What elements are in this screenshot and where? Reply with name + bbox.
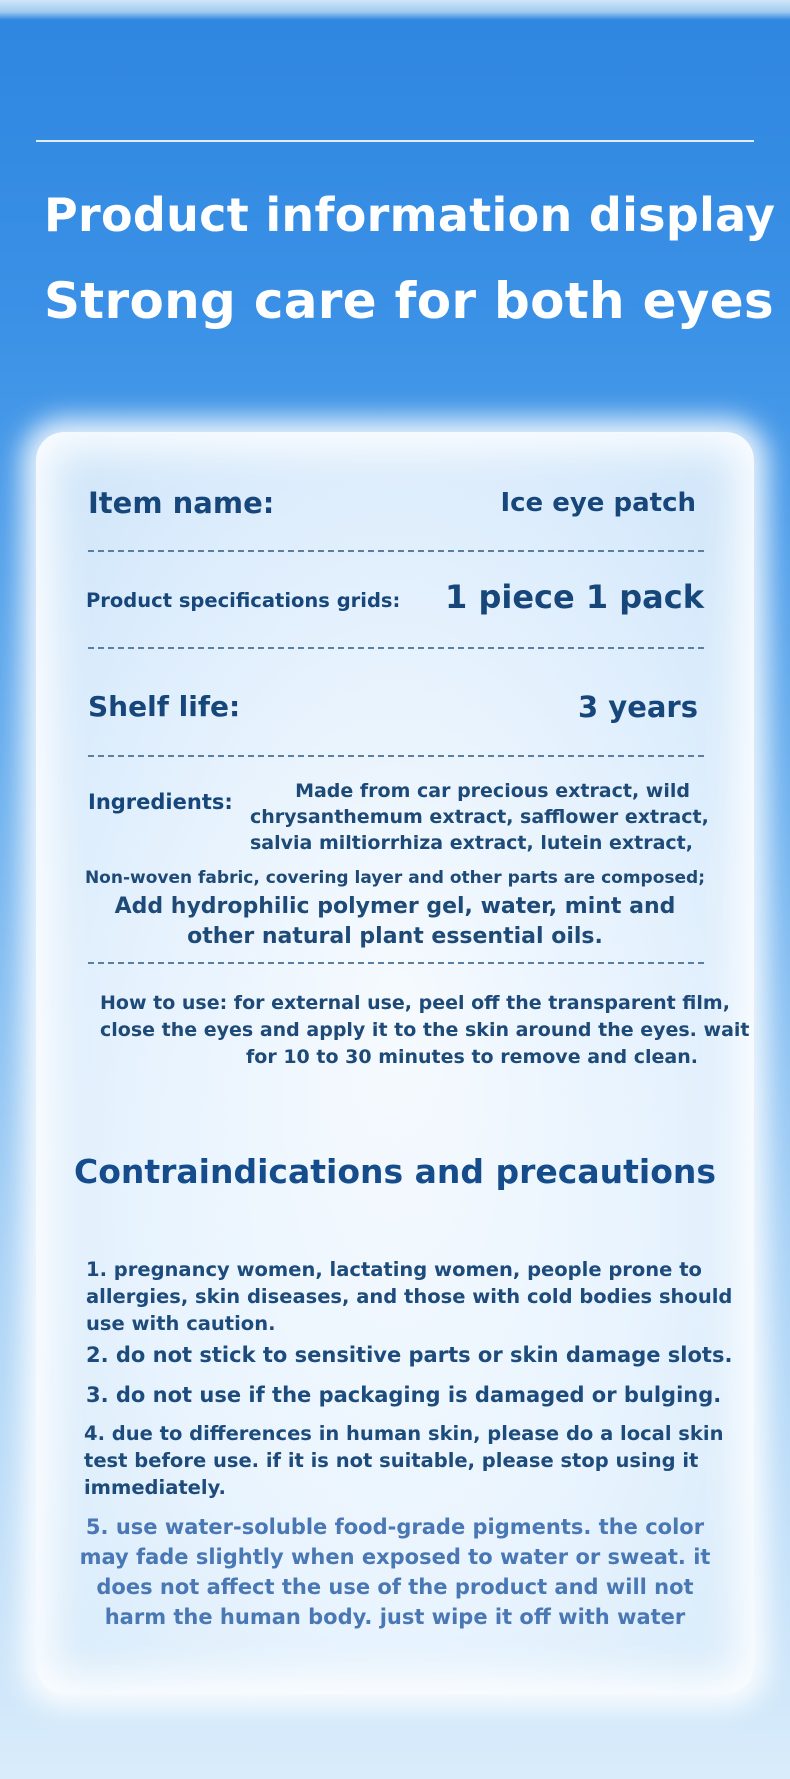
precaution-item-2 (86, 1342, 733, 1369)
precaution-line: 5. use water-soluble food-grade pigments. the color (85, 1515, 705, 1539)
composition-line: Non-woven fabric, covering layer and other parts are composed; (84, 868, 706, 888)
precautions-title: Contraindications and precautions (73, 1152, 717, 1191)
precaution-line: harm the human body. just wipe it off with water (104, 1605, 686, 1629)
page-subtitle: Strong care for both eyes (44, 272, 774, 330)
precaution-item-3 (86, 1382, 722, 1409)
top-divider (36, 140, 754, 142)
item-name-value: Ice eye patch (500, 488, 696, 518)
ingredients-line: salvia miltiorrhiza extract, lutein extract, (250, 832, 693, 854)
row-divider (88, 962, 704, 964)
precaution-line: allergies, skin diseases, and those with cold bodies should (86, 1285, 733, 1308)
precaution-line: 2. do not stick to sensitive parts or skin damage slots. (86, 1343, 733, 1367)
precaution-item-1 (86, 1256, 733, 1337)
usage-line: close the eyes and apply it to the skin around the eyes. wait (100, 1019, 750, 1041)
precaution-line: test before use. if it is not suitable, please stop using it (84, 1449, 699, 1472)
shelf-life-value: 3 years (578, 690, 698, 724)
shelf-life-label: Shelf life: (88, 690, 241, 723)
precaution-line: 4. due to differences in human skin, please do a local skin (84, 1422, 724, 1445)
ingredients-line: chrysanthemum extract, safflower extract, (250, 806, 709, 828)
additive-line: Add hydrophilic polymer gel, water, mint and (114, 894, 676, 919)
spec-label: Product specifications grids: (86, 589, 401, 612)
precaution-item-5 (60, 1512, 730, 1632)
ingredients-text (250, 778, 709, 856)
precaution-line: use with caution. (86, 1312, 276, 1335)
precaution-item-4 (84, 1420, 724, 1501)
additive-line: other natural plant essential oils. (187, 924, 603, 949)
ingredients-label: Ingredients: (88, 790, 233, 814)
usage-instructions (100, 990, 750, 1071)
usage-line: for 10 to 30 minutes to remove and clean. (246, 1046, 698, 1068)
precaution-line: 1. pregnancy women, lactating women, people prone to (86, 1258, 702, 1281)
ice-texture-top (0, 0, 790, 20)
row-divider (88, 550, 704, 552)
usage-line: How to use: for external use, peel off the transparent film, (100, 992, 730, 1014)
spec-value: 1 piece 1 pack (445, 578, 704, 616)
precaution-line: 3. do not use if the packaging is damaged or bulging. (86, 1383, 722, 1407)
precaution-line: may fade slightly when exposed to water or sweat. it (79, 1545, 711, 1569)
row-divider (88, 647, 704, 649)
precaution-line: does not affect the use of the product and will not (96, 1575, 694, 1599)
row-divider (88, 755, 704, 757)
precaution-line: immediately. (84, 1476, 226, 1499)
item-name-label: Item name: (88, 486, 275, 520)
ingredients-line: Made from car precious extract, wild (295, 780, 690, 802)
page-title: Product information display (44, 188, 776, 242)
